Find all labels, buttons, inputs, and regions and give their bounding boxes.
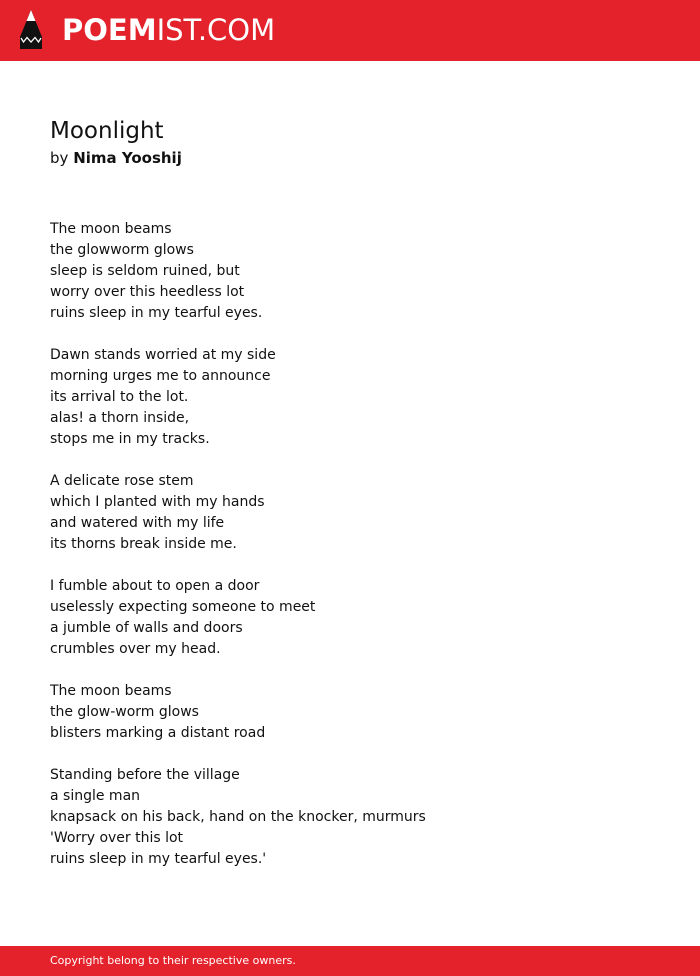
poem-author: Nima Yooshij	[73, 149, 182, 167]
poem-line: the glowworm glows	[50, 242, 194, 258]
poem-line: its thorns break inside me.	[50, 536, 237, 552]
logo-light-text: IST.COM	[156, 13, 276, 47]
poem-line: which I planted with my hands	[50, 494, 265, 510]
poem-line: a single man	[50, 788, 141, 804]
poem-line: A delicate rose stem	[50, 473, 194, 489]
copyright-notice: Copyright belong to their respective owners.	[50, 954, 296, 967]
poem-line: crumbles over my head.	[50, 641, 221, 657]
poem-line: Dawn stands worried at my side	[50, 347, 276, 363]
poem-stanza	[50, 219, 650, 324]
poem-line: the glow-worm glows	[50, 704, 199, 720]
poem-line: I fumble about to open a door	[50, 578, 260, 594]
poem-line: ruins sleep in my tearful eyes.	[50, 305, 263, 321]
poem-line: sleep is seldom ruined, but	[50, 263, 240, 279]
poem-stanza	[50, 576, 650, 660]
poem-line: a jumble of walls and doors	[50, 620, 243, 636]
poem-line: and watered with my life	[50, 515, 225, 531]
poem-stanza	[50, 345, 650, 450]
site-logo[interactable]	[62, 11, 275, 49]
poem-body	[50, 219, 650, 891]
poem-line: The moon beams	[50, 221, 172, 237]
logo-bold-text: POEM	[62, 13, 157, 47]
poem-line: Standing before the village	[50, 767, 240, 783]
poem-line: knapsack on his back, hand on the knocker, murmurs	[50, 809, 426, 825]
site-header	[0, 0, 700, 61]
byline-prefix: by	[50, 149, 69, 167]
poem-line: stops me in my tracks.	[50, 431, 210, 447]
poem-line: its arrival to the lot.	[50, 389, 189, 405]
poem-line: 'Worry over this lot	[50, 830, 184, 846]
poem-line: The moon beams	[50, 683, 172, 699]
poem-line: ruins sleep in my tearful eyes.'	[50, 851, 267, 867]
site-footer	[0, 946, 700, 976]
poem-line: blisters marking a distant road	[50, 725, 266, 741]
poem-title: Moonlight	[50, 118, 164, 144]
poem-byline	[50, 148, 182, 169]
pencil-tip-logo-icon[interactable]	[17, 9, 45, 51]
poem-line: morning urges me to announce	[50, 368, 271, 384]
poem-stanza	[50, 765, 650, 870]
poem-stanza	[50, 681, 650, 744]
poem-line: alas! a thorn inside,	[50, 410, 190, 426]
poem-stanza	[50, 471, 650, 555]
poem-line: uselessly expecting someone to meet	[50, 599, 316, 615]
poem-line: worry over this heedless lot	[50, 284, 245, 300]
